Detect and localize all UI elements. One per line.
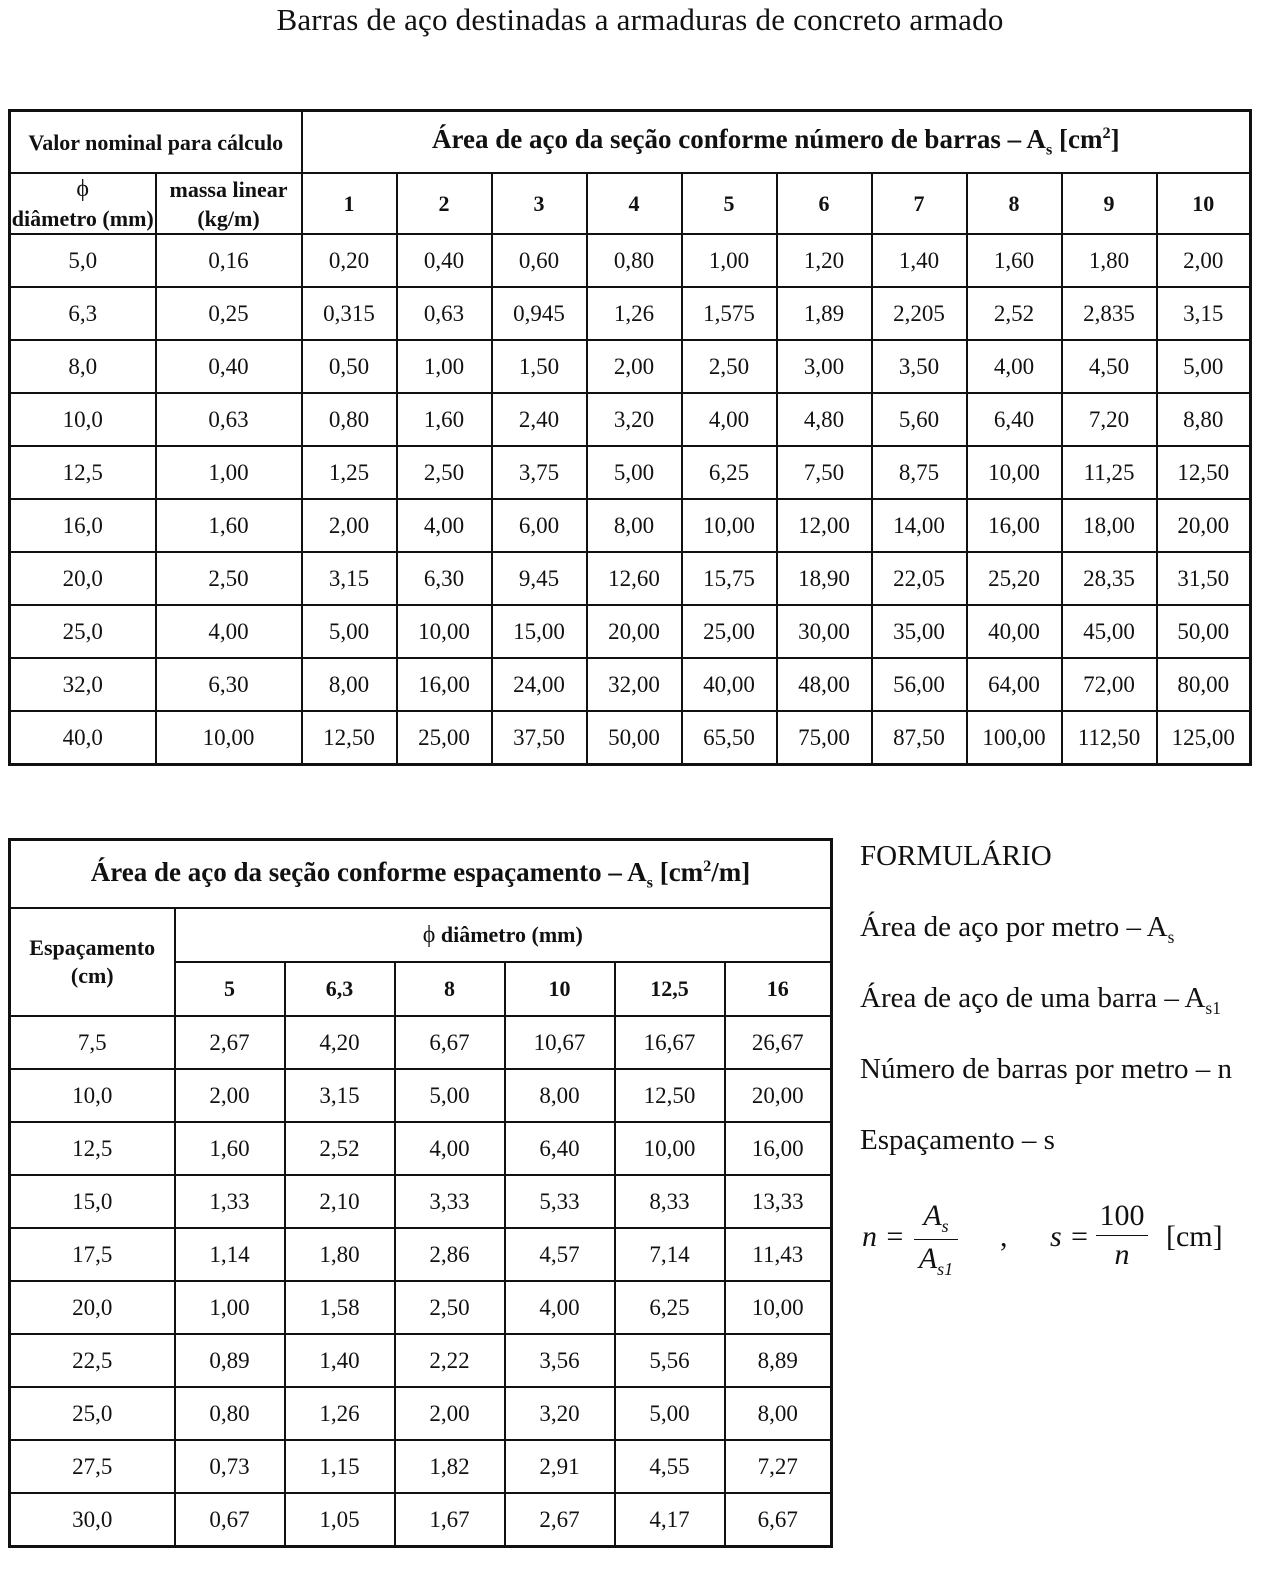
area-cell: 3,50: [872, 340, 967, 393]
area-cell: 6,25: [682, 446, 777, 499]
area-cell: 4,80: [777, 393, 872, 446]
area-cell: 45,00: [1062, 605, 1157, 658]
area-cell: 2,91: [505, 1440, 615, 1493]
area-cell: 8,80: [1157, 393, 1251, 446]
table-row: [10, 1281, 832, 1334]
area-cell: 30,00: [777, 605, 872, 658]
area-cell: 2,00: [395, 1387, 505, 1440]
mass-cell: 0,40: [156, 340, 302, 393]
table-row: [10, 1122, 832, 1175]
diameter-cell: 12,5: [10, 446, 156, 499]
area-cell: 20,00: [725, 1069, 832, 1122]
table-row: [10, 446, 1251, 499]
area-cell: 87,50: [872, 711, 967, 765]
area-cell: 10,00: [967, 446, 1062, 499]
area-cell: 4,00: [967, 340, 1062, 393]
table-row: [10, 1175, 832, 1228]
area-cell: 12,50: [1157, 446, 1251, 499]
area-cell: 6,25: [615, 1281, 725, 1334]
mass-cell: 10,00: [156, 711, 302, 765]
table-row: [10, 1016, 832, 1069]
diameter-column-header: 8: [395, 962, 505, 1016]
area-cell: 2,52: [967, 287, 1062, 340]
area-cell: 2,00: [587, 340, 682, 393]
area-cell: 1,40: [285, 1334, 395, 1387]
area-cell: 22,05: [872, 552, 967, 605]
area-cell: 0,73: [175, 1440, 285, 1493]
linear-mass-header: massa linear (kg/m): [156, 173, 302, 234]
area-cell: 7,50: [777, 446, 872, 499]
formula-line-as1: Área de aço de uma barra – $A_{s1}$: [860, 982, 1221, 1018]
area-cell: 16,00: [967, 499, 1062, 552]
table-row: [10, 1493, 832, 1547]
area-cell: 64,00: [967, 658, 1062, 711]
area-cell: 37,50: [492, 711, 587, 765]
diameter-column-header: 12,5: [615, 962, 725, 1016]
area-cell: 8,00: [725, 1387, 832, 1440]
area-cell: 0,63: [397, 287, 492, 340]
area-cell: 1,575: [682, 287, 777, 340]
area-cell: 4,20: [285, 1016, 395, 1069]
area-cell: 16,67: [615, 1016, 725, 1069]
area-cell: 0,80: [175, 1387, 285, 1440]
area-cell: 31,50: [1157, 552, 1251, 605]
area-cell: 10,67: [505, 1016, 615, 1069]
area-cell: 0,40: [397, 234, 492, 287]
area-cell: 3,56: [505, 1334, 615, 1387]
area-cell: 10,00: [682, 499, 777, 552]
table-row: [10, 499, 1251, 552]
area-cell: 1,26: [285, 1387, 395, 1440]
area-cell: 18,90: [777, 552, 872, 605]
spacing-cell: 10,0: [10, 1069, 175, 1122]
area-cell: 4,00: [505, 1281, 615, 1334]
bar-count-header: 7: [872, 173, 967, 234]
area-cell: 0,50: [302, 340, 397, 393]
area-cell: 13,33: [725, 1175, 832, 1228]
mass-cell: 0,25: [156, 287, 302, 340]
area-cell: 28,35: [1062, 552, 1157, 605]
spacing-cell: 27,5: [10, 1440, 175, 1493]
fraction-100-over-n: 100 n: [1096, 1199, 1148, 1272]
spacing-cell: 20,0: [10, 1281, 175, 1334]
formula-comma: ,: [1000, 1220, 1008, 1253]
table-row: [10, 234, 1251, 287]
spacing-cell: 30,0: [10, 1493, 175, 1547]
area-by-spacing-header: Área de aço da seção conforme espaçamento – $A_s$ $[cm^2/m]$: [10, 840, 832, 909]
area-cell: 11,43: [725, 1228, 832, 1281]
spacing-cell: 12,5: [10, 1122, 175, 1175]
area-cell: 10,00: [615, 1122, 725, 1175]
area-cell: 0,89: [175, 1334, 285, 1387]
area-cell: 15,00: [492, 605, 587, 658]
formula-unit: [cm]: [1166, 1220, 1223, 1253]
area-cell: 16,00: [397, 658, 492, 711]
area-cell: 5,56: [615, 1334, 725, 1387]
area-cell: 4,57: [505, 1228, 615, 1281]
area-cell: 32,00: [587, 658, 682, 711]
diameter-header: ϕ diâmetro (mm): [10, 173, 156, 234]
bar-count-header: 5: [682, 173, 777, 234]
area-cell: 16,00: [725, 1122, 832, 1175]
area-cell: 24,00: [492, 658, 587, 711]
area-cell: 2,10: [285, 1175, 395, 1228]
area-cell: 3,20: [587, 393, 682, 446]
area-cell: 8,33: [615, 1175, 725, 1228]
table-row: [10, 1069, 832, 1122]
diameter-cell: 16,0: [10, 499, 156, 552]
area-cell: 2,50: [397, 446, 492, 499]
area-cell: 125,00: [1157, 711, 1251, 765]
area-cell: 2,00: [302, 499, 397, 552]
area-cell: 112,50: [1062, 711, 1157, 765]
area-cell: 1,60: [175, 1122, 285, 1175]
area-cell: 0,80: [302, 393, 397, 446]
area-cell: 40,00: [682, 658, 777, 711]
area-cell: 8,00: [587, 499, 682, 552]
area-cell: 40,00: [967, 605, 1062, 658]
area-cell: 2,52: [285, 1122, 395, 1175]
area-cell: 0,80: [587, 234, 682, 287]
spacing-cell: 25,0: [10, 1387, 175, 1440]
area-cell: 2,50: [395, 1281, 505, 1334]
diameter-column-header: 5: [175, 962, 285, 1016]
table-row: [10, 1387, 832, 1440]
spacing-area-table: [8, 838, 833, 1548]
diameter-cell: 10,0: [10, 393, 156, 446]
area-cell: 6,40: [967, 393, 1062, 446]
area-cell: 5,33: [505, 1175, 615, 1228]
area-cell: 1,26: [587, 287, 682, 340]
area-cell: 2,00: [1157, 234, 1251, 287]
bar-count-header: 8: [967, 173, 1062, 234]
diameter-column-header: 16: [725, 962, 832, 1016]
area-cell: 1,80: [285, 1228, 395, 1281]
area-cell: 7,20: [1062, 393, 1157, 446]
area-cell: 3,20: [505, 1387, 615, 1440]
diameter-cell: 6,3: [10, 287, 156, 340]
nominal-value-header: Valor nominal para cálculo: [10, 111, 302, 174]
bar-count-header: 9: [1062, 173, 1157, 234]
fraction-as-over-as1: $A_s$ $A_{s1}$: [914, 1199, 958, 1280]
area-cell: 0,315: [302, 287, 397, 340]
phi-icon: ϕ: [76, 176, 90, 202]
diameter-cell: 5,0: [10, 234, 156, 287]
table-row: [10, 1334, 832, 1387]
area-cell: 1,58: [285, 1281, 395, 1334]
area-cell: 9,45: [492, 552, 587, 605]
formula-line-s: Espaçamento – s: [860, 1124, 1055, 1156]
area-by-count-header: Área de aço da seção conforme número de barras – $A_s$ $[cm^2]$: [302, 111, 1251, 174]
area-cell: 6,30: [397, 552, 492, 605]
area-cell: 2,00: [175, 1069, 285, 1122]
spacing-cell: 7,5: [10, 1016, 175, 1069]
area-cell: 5,00: [302, 605, 397, 658]
phi-icon: ϕ: [422, 922, 436, 948]
area-cell: 2,67: [175, 1016, 285, 1069]
area-cell: 3,00: [777, 340, 872, 393]
bar-count-header: 2: [397, 173, 492, 234]
area-cell: 0,20: [302, 234, 397, 287]
area-cell: 25,00: [682, 605, 777, 658]
area-cell: 5,00: [587, 446, 682, 499]
area-cell: 18,00: [1062, 499, 1157, 552]
area-cell: 1,15: [285, 1440, 395, 1493]
area-cell: 6,67: [725, 1493, 832, 1547]
mass-cell: 0,16: [156, 234, 302, 287]
area-cell: 48,00: [777, 658, 872, 711]
diameter-cell: 40,0: [10, 711, 156, 765]
diameter-cell: 32,0: [10, 658, 156, 711]
area-cell: 1,20: [777, 234, 872, 287]
area-cell: 1,25: [302, 446, 397, 499]
area-cell: 0,60: [492, 234, 587, 287]
area-cell: 25,00: [397, 711, 492, 765]
table-row: [10, 1228, 832, 1281]
area-cell: 1,14: [175, 1228, 285, 1281]
area-cell: 6,67: [395, 1016, 505, 1069]
area-cell: 10,00: [397, 605, 492, 658]
area-cell: 5,00: [615, 1387, 725, 1440]
formula-s-equals: s =: [1050, 1220, 1090, 1253]
area-cell: 1,33: [175, 1175, 285, 1228]
area-cell: 7,14: [615, 1228, 725, 1281]
spacing-cell: 15,0: [10, 1175, 175, 1228]
table-row: [10, 287, 1251, 340]
area-cell: 56,00: [872, 658, 967, 711]
area-cell: 4,50: [1062, 340, 1157, 393]
formula-expression: [862, 1195, 1262, 1295]
area-cell: 12,60: [587, 552, 682, 605]
bar-count-header: 6: [777, 173, 872, 234]
area-cell: 1,00: [682, 234, 777, 287]
area-cell: 4,17: [615, 1493, 725, 1547]
area-cell: 72,00: [1062, 658, 1157, 711]
area-cell: 2,22: [395, 1334, 505, 1387]
table-row: [10, 605, 1251, 658]
diameter-column-header: 6,3: [285, 962, 395, 1016]
area-cell: 20,00: [587, 605, 682, 658]
area-cell: 8,89: [725, 1334, 832, 1387]
area-cell: 0,945: [492, 287, 587, 340]
area-cell: 2,205: [872, 287, 967, 340]
area-cell: 12,50: [302, 711, 397, 765]
area-cell: 0,67: [175, 1493, 285, 1547]
area-cell: 1,50: [492, 340, 587, 393]
area-cell: 2,50: [682, 340, 777, 393]
area-cell: 6,00: [492, 499, 587, 552]
diameter-cell: 8,0: [10, 340, 156, 393]
mass-cell: 6,30: [156, 658, 302, 711]
area-cell: 1,60: [397, 393, 492, 446]
area-cell: 14,00: [872, 499, 967, 552]
area-cell: 11,25: [1062, 446, 1157, 499]
bar-count-area-table: [8, 109, 1252, 766]
formulario-heading: FORMULÁRIO: [860, 840, 1052, 872]
bar-count-header: 10: [1157, 173, 1251, 234]
area-cell: 65,50: [682, 711, 777, 765]
area-cell: 4,00: [397, 499, 492, 552]
area-cell: 7,27: [725, 1440, 832, 1493]
area-cell: 35,00: [872, 605, 967, 658]
mass-cell: 2,50: [156, 552, 302, 605]
table-row: [10, 658, 1251, 711]
area-cell: 50,00: [587, 711, 682, 765]
area-cell: 2,67: [505, 1493, 615, 1547]
area-cell: 50,00: [1157, 605, 1251, 658]
table-row: [10, 1440, 832, 1493]
area-cell: 6,40: [505, 1122, 615, 1175]
area-cell: 4,55: [615, 1440, 725, 1493]
area-cell: 4,00: [682, 393, 777, 446]
area-cell: 80,00: [1157, 658, 1251, 711]
area-cell: 25,20: [967, 552, 1062, 605]
formula-n-equals: n =: [862, 1220, 905, 1253]
area-cell: 12,50: [615, 1069, 725, 1122]
area-cell: 4,00: [395, 1122, 505, 1175]
area-cell: 1,00: [175, 1281, 285, 1334]
area-cell: 12,00: [777, 499, 872, 552]
area-cell: 26,67: [725, 1016, 832, 1069]
area-cell: 1,40: [872, 234, 967, 287]
area-cell: 8,75: [872, 446, 967, 499]
area-cell: 3,15: [302, 552, 397, 605]
area-cell: 1,05: [285, 1493, 395, 1547]
area-cell: 5,00: [395, 1069, 505, 1122]
area-cell: 1,67: [395, 1493, 505, 1547]
area-cell: 1,00: [397, 340, 492, 393]
area-cell: 3,33: [395, 1175, 505, 1228]
table-row: [10, 393, 1251, 446]
area-cell: 75,00: [777, 711, 872, 765]
area-cell: 1,82: [395, 1440, 505, 1493]
area-cell: 5,00: [1157, 340, 1251, 393]
area-cell: 8,00: [302, 658, 397, 711]
area-cell: 10,00: [725, 1281, 832, 1334]
bar-count-header: 3: [492, 173, 587, 234]
area-cell: 2,86: [395, 1228, 505, 1281]
bar-count-header: 4: [587, 173, 682, 234]
mass-cell: 1,60: [156, 499, 302, 552]
table-row: [10, 552, 1251, 605]
formula-line-n: Número de barras por metro – n: [860, 1053, 1233, 1085]
area-cell: 3,15: [285, 1069, 395, 1122]
diameter-column-header: 10: [505, 962, 615, 1016]
area-cell: 1,89: [777, 287, 872, 340]
area-cell: 2,40: [492, 393, 587, 446]
diameter-cell: 25,0: [10, 605, 156, 658]
spacing-header: Espaçamento (cm): [10, 908, 175, 1016]
area-cell: 1,60: [967, 234, 1062, 287]
area-cell: 15,75: [682, 552, 777, 605]
area-cell: 3,15: [1157, 287, 1251, 340]
mass-cell: 0,63: [156, 393, 302, 446]
spacing-cell: 22,5: [10, 1334, 175, 1387]
area-cell: 1,80: [1062, 234, 1157, 287]
area-cell: 20,00: [1157, 499, 1251, 552]
mass-cell: 4,00: [156, 605, 302, 658]
bar-count-header: 1: [302, 173, 397, 234]
diameter-group-header: ϕ diâmetro (mm): [175, 908, 832, 962]
diameter-cell: 20,0: [10, 552, 156, 605]
table-row: [10, 340, 1251, 393]
spacing-cell: 17,5: [10, 1228, 175, 1281]
formula-line-as: Área de aço por metro – $A_s$: [860, 911, 1175, 947]
table-row: [10, 711, 1251, 765]
area-cell: 3,75: [492, 446, 587, 499]
area-cell: 5,60: [872, 393, 967, 446]
area-cell: 2,835: [1062, 287, 1157, 340]
area-cell: 8,00: [505, 1069, 615, 1122]
page-title: Barras de aço destinadas a armaduras de concreto armado: [276, 2, 1004, 37]
mass-cell: 1,00: [156, 446, 302, 499]
area-cell: 100,00: [967, 711, 1062, 765]
